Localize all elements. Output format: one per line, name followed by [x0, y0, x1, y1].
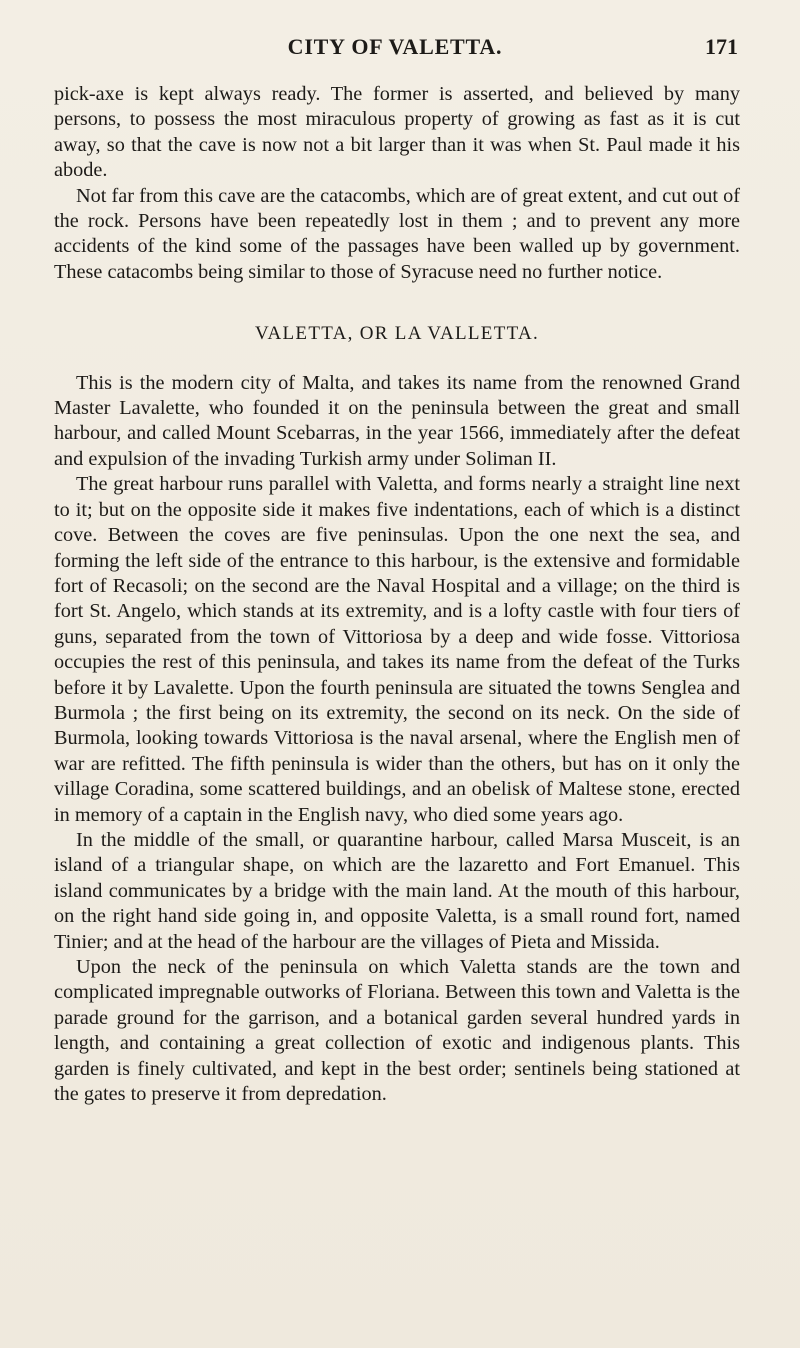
paragraph-floriana: Upon the neck of the peninsula on which Valetta stands are the town and complicated impregnable outworks of Floriana. Between this town and Valetta is the parade ground for the garrison, and a botanical garden several hundred yards in length, and containing a great collection of exotic and indigenous plants. This garden is finely cultivated, and kept in the best order; sentinels being stationed at the gates to preserve it from depredation.: [54, 956, 740, 1106]
page-number: 171: [705, 34, 738, 59]
page-header: [52, 34, 738, 64]
paragraph-great-harbour: The great harbour runs parallel with Valetta, and forms nearly a straight line next to it; but on the opposite side it makes five indentations, each of which is a distinct cove. Between the coves are five peninsulas. Upon the one next the sea, and forming the left side of the entrance to this harbour, is the extensive and formidable fort of Recasoli; on the second are the Naval Hospital and a village; on the third is fort St. Angelo, which stands at its extremity, and is a lofty castle with four tiers of guns, separated from the town of Vittoriosa by a deep and wide fosse. Vittoriosa occupies the rest of this peninsula, and takes its name from the defeat of the Turks before it by Lavalette. Upon the fourth peninsula are situated the towns Senglea and Burmola ; the first being on its extremity, the second on its neck. On the side of Burmola, looking towards Vittoriosa is the naval arsenal, where the English men of war are refitted. The fifth peninsula is wider than the others, but has on it only the village Coradina, some scattered buildings, and an obelisk of Maltese stone, erected in memory of a captain in the English navy, who died some years ago.: [54, 473, 740, 826]
body-text: [54, 82, 740, 1107]
section-heading: VALETTA, OR LA VALLETTA.: [254, 323, 540, 345]
paragraph-cave-continuation: pick-axe is kept always ready. The former is asserted, and believed by many persons, to possess the most miraculous property of growing as fast as it is cut away, so that the cave is now not a bit larger than it was when St. Paul made it his abode.: [54, 83, 740, 182]
paragraph-quarantine-harbour: In the middle of the small, or quarantine harbour, called Marsa Musceit, is an island of a triangular shape, on which are the lazaretto and Fort Emanuel. This island communicates by a bridge with the main land. At the mouth of this harbour, on the right hand side going in, and opposite Valetta, is a small round fort, named Tinier; and at the head of the harbour are the villages of Pieta and Missida.: [54, 828, 740, 953]
paragraph-valetta-origin: This is the modern city of Malta, and takes its name from the renowned Grand Master Lavalette, who founded it on the peninsula between the great and small harbour, and called Mount Scebarras, in the year 1566, immediately after the defeat and expulsion of the invading Turkish army under Soliman II.: [54, 371, 740, 470]
running-title: CITY OF VALETTA.: [287, 34, 503, 59]
paragraph-catacombs: Not far from this cave are the catacombs, which are of great extent, and cut out of the rock. Persons have been repeatedly lost in them ; and to prevent any more accidents of the kind some of the passages have been walled up by government. These catacombs being similar to those of Syracuse need no further notice.: [54, 184, 740, 283]
